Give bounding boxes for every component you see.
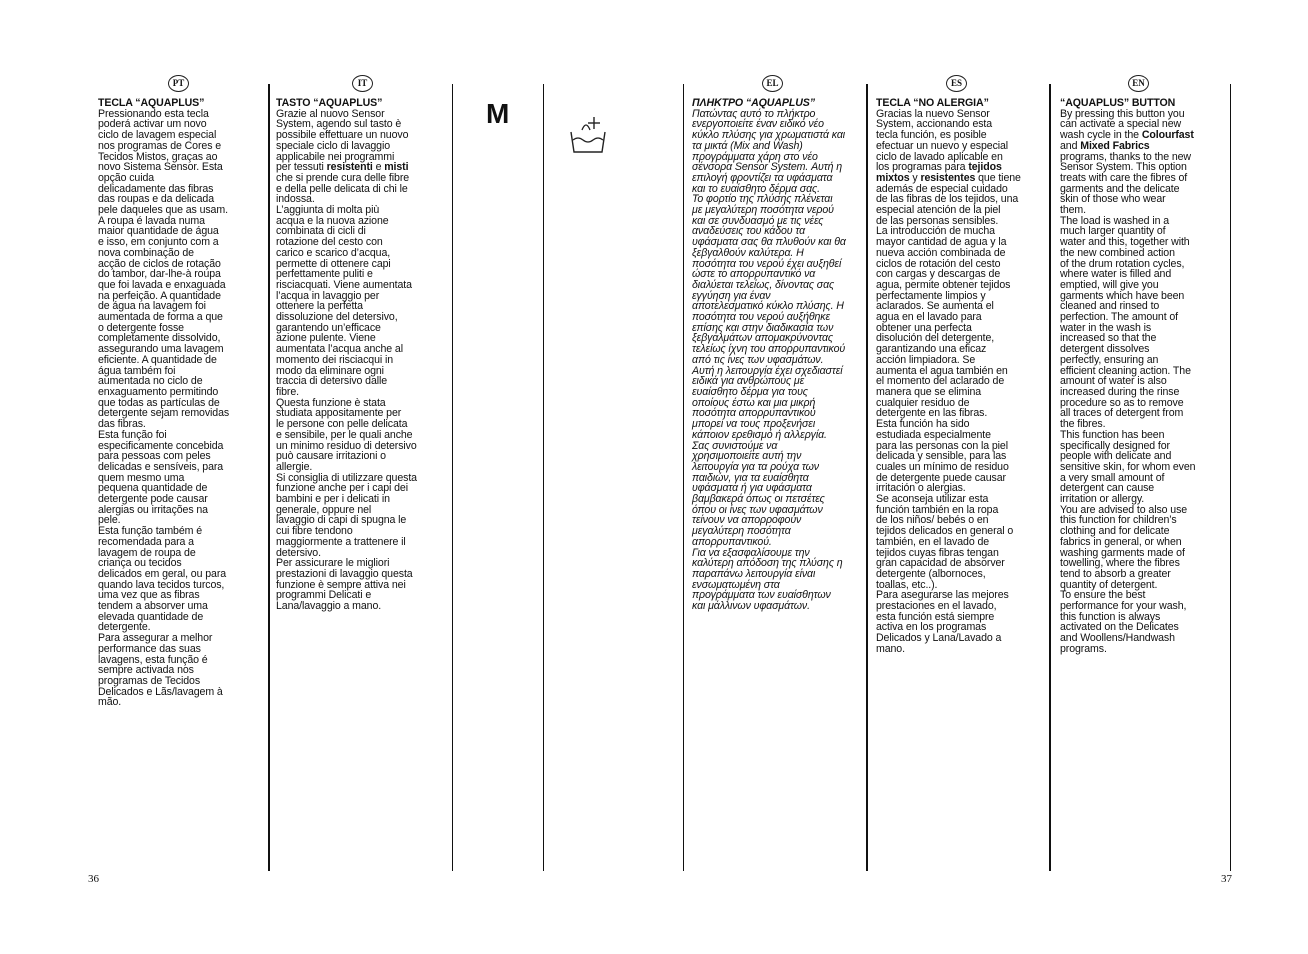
en-body [1060, 109, 1225, 655]
en-column [1060, 98, 1225, 655]
it-body-part: e [372, 161, 385, 174]
language-badge-en: EN [1128, 75, 1149, 92]
el-body: Πατώντας αυτό το πλήκτρο ενεργοποιείτε έναν ειδικό νέο κύκλο πλύσης για χρωματιστά και τα μικτά (Mix and Wash) προγράμματα χάρη στο νέο σένσορα Sensor System. Αυτή η επιλογή φροντίζει τα υφάσματα και το ευαίσθητο δέρμα σας. Το φορτίο της πλύσης πλένεται με μεγαλύτερη ποσότητα νερού και σε συνδυασμό με τις νέες αναδεύσεις του κάδου τα υφάσματα σας θα πλυθούν και θα ξεβγαλθούν καλύτερα. Η ποσότητα του νερού έχει αυξηθεί ώστε το απορρυπαντικό να διαλύεται τελείως, δίνοντας σας εγγύηση για έναν αποτελεσματικό κύκλο πλύσης. Η ποσότητα του νερού αυξήθηκε επίσης και στην διαδικασία των ξεβγαλμάτων απομακρύνοντας τελείως ίχνη του απορρυπαντικού από τις ίνες των υφασμάτων. Αυτή η λειτουργία έχει σχεδιαστεί ειδικά για ανθρώπους με ευαίσθητο δέρμα για τους οποίους έστω και μια μικρή ποσότητα απορρυπαντικού μπορεί να τους προξενήσει κάποιον ερεθισμό ή αλλεργία. Σας συνιστούμε να χρησιμοποιείτε αυτή την λειτουργία για τα ρούχα των παιδιών, για τα ευαίσθητα υφάσματα ή για υφάσματα βαμβακερά όπως οι πετσέτες όπου οι ίνες των υφασμάτων τείνουν να απορροφούν μεγαλύτερη ποσότητα απορρυπαντικού. Για να εξασφαλίσουμε την καλύτερη απόδοση της πλύσης η παραπάνω λειτουργία είναι ενσωματωμένη στα προγράμματα των ευαίσθητων και μάλλινων υφασμάτων. [692, 107, 846, 613]
column-divider [683, 84, 684, 871]
column-divider [543, 84, 544, 871]
es-body [876, 109, 1046, 655]
en-body-part: programs, thanks to the new Sensor System. This option treats with care the fibres of garments and the delicate skin of those who wear them. The load is washed in a much larger quantity of water and this, together with the new combined action of the drum rotation cycles, where water is filled and emptied, will give you garments which have been cleaned and rinsed to perfection. The amount of water in the wash is increased so that the detergent dissolves perfectly, ensuring an efficient cleaning action. The amount of water is also increased during the rinse procedure so as to remove all traces of detergent from the fibres. This function has been specifically designed for people with delicate and sensitive skin, for whom even a very small amount of detergent can cause irritation or allergy. You are advised to also use this function for children’s clothing and for delicate fabrics in general, or when washing garments made of towelling, where the fibres tend to absorb a greater quantity of detergent. To ensure the best performance for your wash, this function is always activated on the Delicates and Woollens/Handwash programs. [1060, 150, 1196, 655]
column-divider [268, 84, 270, 871]
el-column [692, 98, 862, 612]
it-column [276, 98, 448, 612]
en-body-part: By pressing this button you can activate a special new wash cycle in the [1060, 107, 1185, 142]
page-number-right: 37 [1221, 873, 1232, 885]
it-heading: TASTO “AQUAPLUS” [276, 97, 383, 109]
en-bold-term: Mixed Fabrics [1080, 139, 1150, 152]
column-divider [866, 84, 868, 871]
es-heading: TECLA “NO ALERGIA” [876, 97, 989, 109]
el-heading: ΠΛΗΚΤΡΟ “AQUAPLUS” [692, 97, 815, 109]
es-body-part: que tiene además de especial cuidado de las fibras de los tejidos, una especial atención de la piel de las personas sensibles. La introducción de mucha mayor cantidad de agua y la nueva acción combinada de ciclos de rotación del cesto con cargas y descargas de agua, permite obtener tejidos perfectamente limpios y aclarados. Se aumenta el agua en el lavado para obtener una perfecta disolución del detergente, garantizando una eficaz acción limpiadora. Se aumenta el agua también en el momento del aclarado de manera que se elimina cualquier residuo de detergente en las fibras. Esta función ha sido estudiada especialmente para las personas con la piel delicada y sensible, para las cuales un mínimo de residuo de detergente puede causar irritación o alergias. Se aconseja utilizar esta función también en la ropa de los niños/ bebés o en tejidos delicados en general o también, en el lavado de tejidos cuyas fibras tengan gran capacidad de absorver detergente (albornoces, toallas, etc..). Para asegurarse las mejores prestaciones en el lavado, esta función está siempre activa en los programas Delicados y Lana/Lavado a mano. [876, 171, 1021, 655]
it-body-part: che si prende cura delle fibre e della pelle delicata di chi le indossa. L’aggiunta di molta più acqua e la nuova azione combinata di cicli di rotazione del cesto con carico e scarico d’acqua, permette di ottenere capi perfettamente puliti e risciacquati. Viene aumentata l’acqua in lavaggio per ottenere la perfetta dissoluzione del detersivo, garantendo un’efficace azione pulente. Viene aumentata l’acqua anche al momento dei risciacqui in modo da eliminare ogni traccia di detersivo dalle fibre. Questa funzione è stata studiata appositamente per le persone con pelle delicata e sensibile, per le quali anche un minimo residuo di detersivo può causare irritazioni o allergie. Si consiglia di utilizzare questa funzione anche per i capi dei bambini e per i delicati in generale, oppure nel lavaggio di capi di spugna le cui fibre tendono maggiormente a trattenere il detersivo. Per assicurare le migliori prestazioni di lavaggio questa funzione è sempre attiva nei programmi Delicati e Lana/lavaggio a mano. [276, 171, 417, 613]
column-divider [1230, 84, 1231, 871]
wash-tub-plus-icon [568, 114, 608, 156]
it-bold-term: resistenti [326, 161, 373, 174]
pt-heading: TECLA “AQUAPLUS” [98, 97, 205, 109]
en-bold-term: Colourfast [1141, 129, 1194, 142]
en-body-part: and [1060, 139, 1078, 152]
es-bold-term: tejidos mixtos [876, 161, 1002, 184]
language-badge-es: ES [946, 75, 967, 92]
it-body [276, 109, 448, 612]
it-body-part: Grazie al nuovo Sensor System, agendo sul tasto è possibile effettuare un nuovo speciale ciclo di lavaggio applicabile nei programmi per tessuti [276, 107, 409, 174]
es-column [876, 98, 1046, 655]
language-badge-pt: PT [168, 75, 189, 92]
language-badge-el: EL [762, 75, 783, 92]
es-body-part: y [909, 171, 921, 184]
column-divider [1049, 84, 1051, 871]
column-divider [452, 84, 453, 871]
it-bold-term: misti [384, 161, 409, 174]
en-heading: “AQUAPLUS” BUTTON [1060, 97, 1176, 109]
es-body-part: Gracias la nuevo Sensor System, accionando esta tecla función, es posible efectuar un nuevo y especial ciclo de lavado aplicable en los programas para [876, 107, 1009, 174]
section-letter: M [486, 98, 510, 129]
es-bold-term: resistentes [920, 171, 976, 184]
pt-body: Pressionando esta tecla poderá activar um novo ciclo de lavagem especial nos programas de Cores e Tecidos Mistos, graças ao novo Sistema Sensor. Esta opção cuida delicadamente das fibras das roupas e da delicada pele daqueles que as usam. A roupa é lavada numa maior quantidade de água e isso, em conjunto com a nova combinação de acção de ciclos de rotação do tambor, dar-lhe-à roupa que foi lavada e enxaguada na perfeição. A quantidade de água na lavagem foi aumentada de forma a que o detergente fosse completamente dissolvido, assegurando uma lavagem eficiente. A quantidade de água também foi aumentada no ciclo de enxaguamento permitindo que todas as partículas de detergente sejam removidas das fibras. Esta função foi especificamente concebida para pessoas com peles delicadas e sensíveis, para quem mesmo uma pequena quantidade de detergente pode causar alergias ou irritações na pele. Esta função também é recomendada para a lavagem de roupa de criança ou tecidos delicados em geral, ou para quando lava tecidos turcos, uma vez que as fibras tendem a absorver uma elevada quantidade de detergente. Para assegurar a melhor performance das suas lavagens, esta função é sempre activada nos programas de Tecidos Delicados e Lãs/lavagem à mão. [98, 107, 230, 709]
page-number-left: 36 [88, 873, 99, 885]
pt-column [98, 98, 263, 708]
language-badge-it: IT [352, 75, 373, 92]
